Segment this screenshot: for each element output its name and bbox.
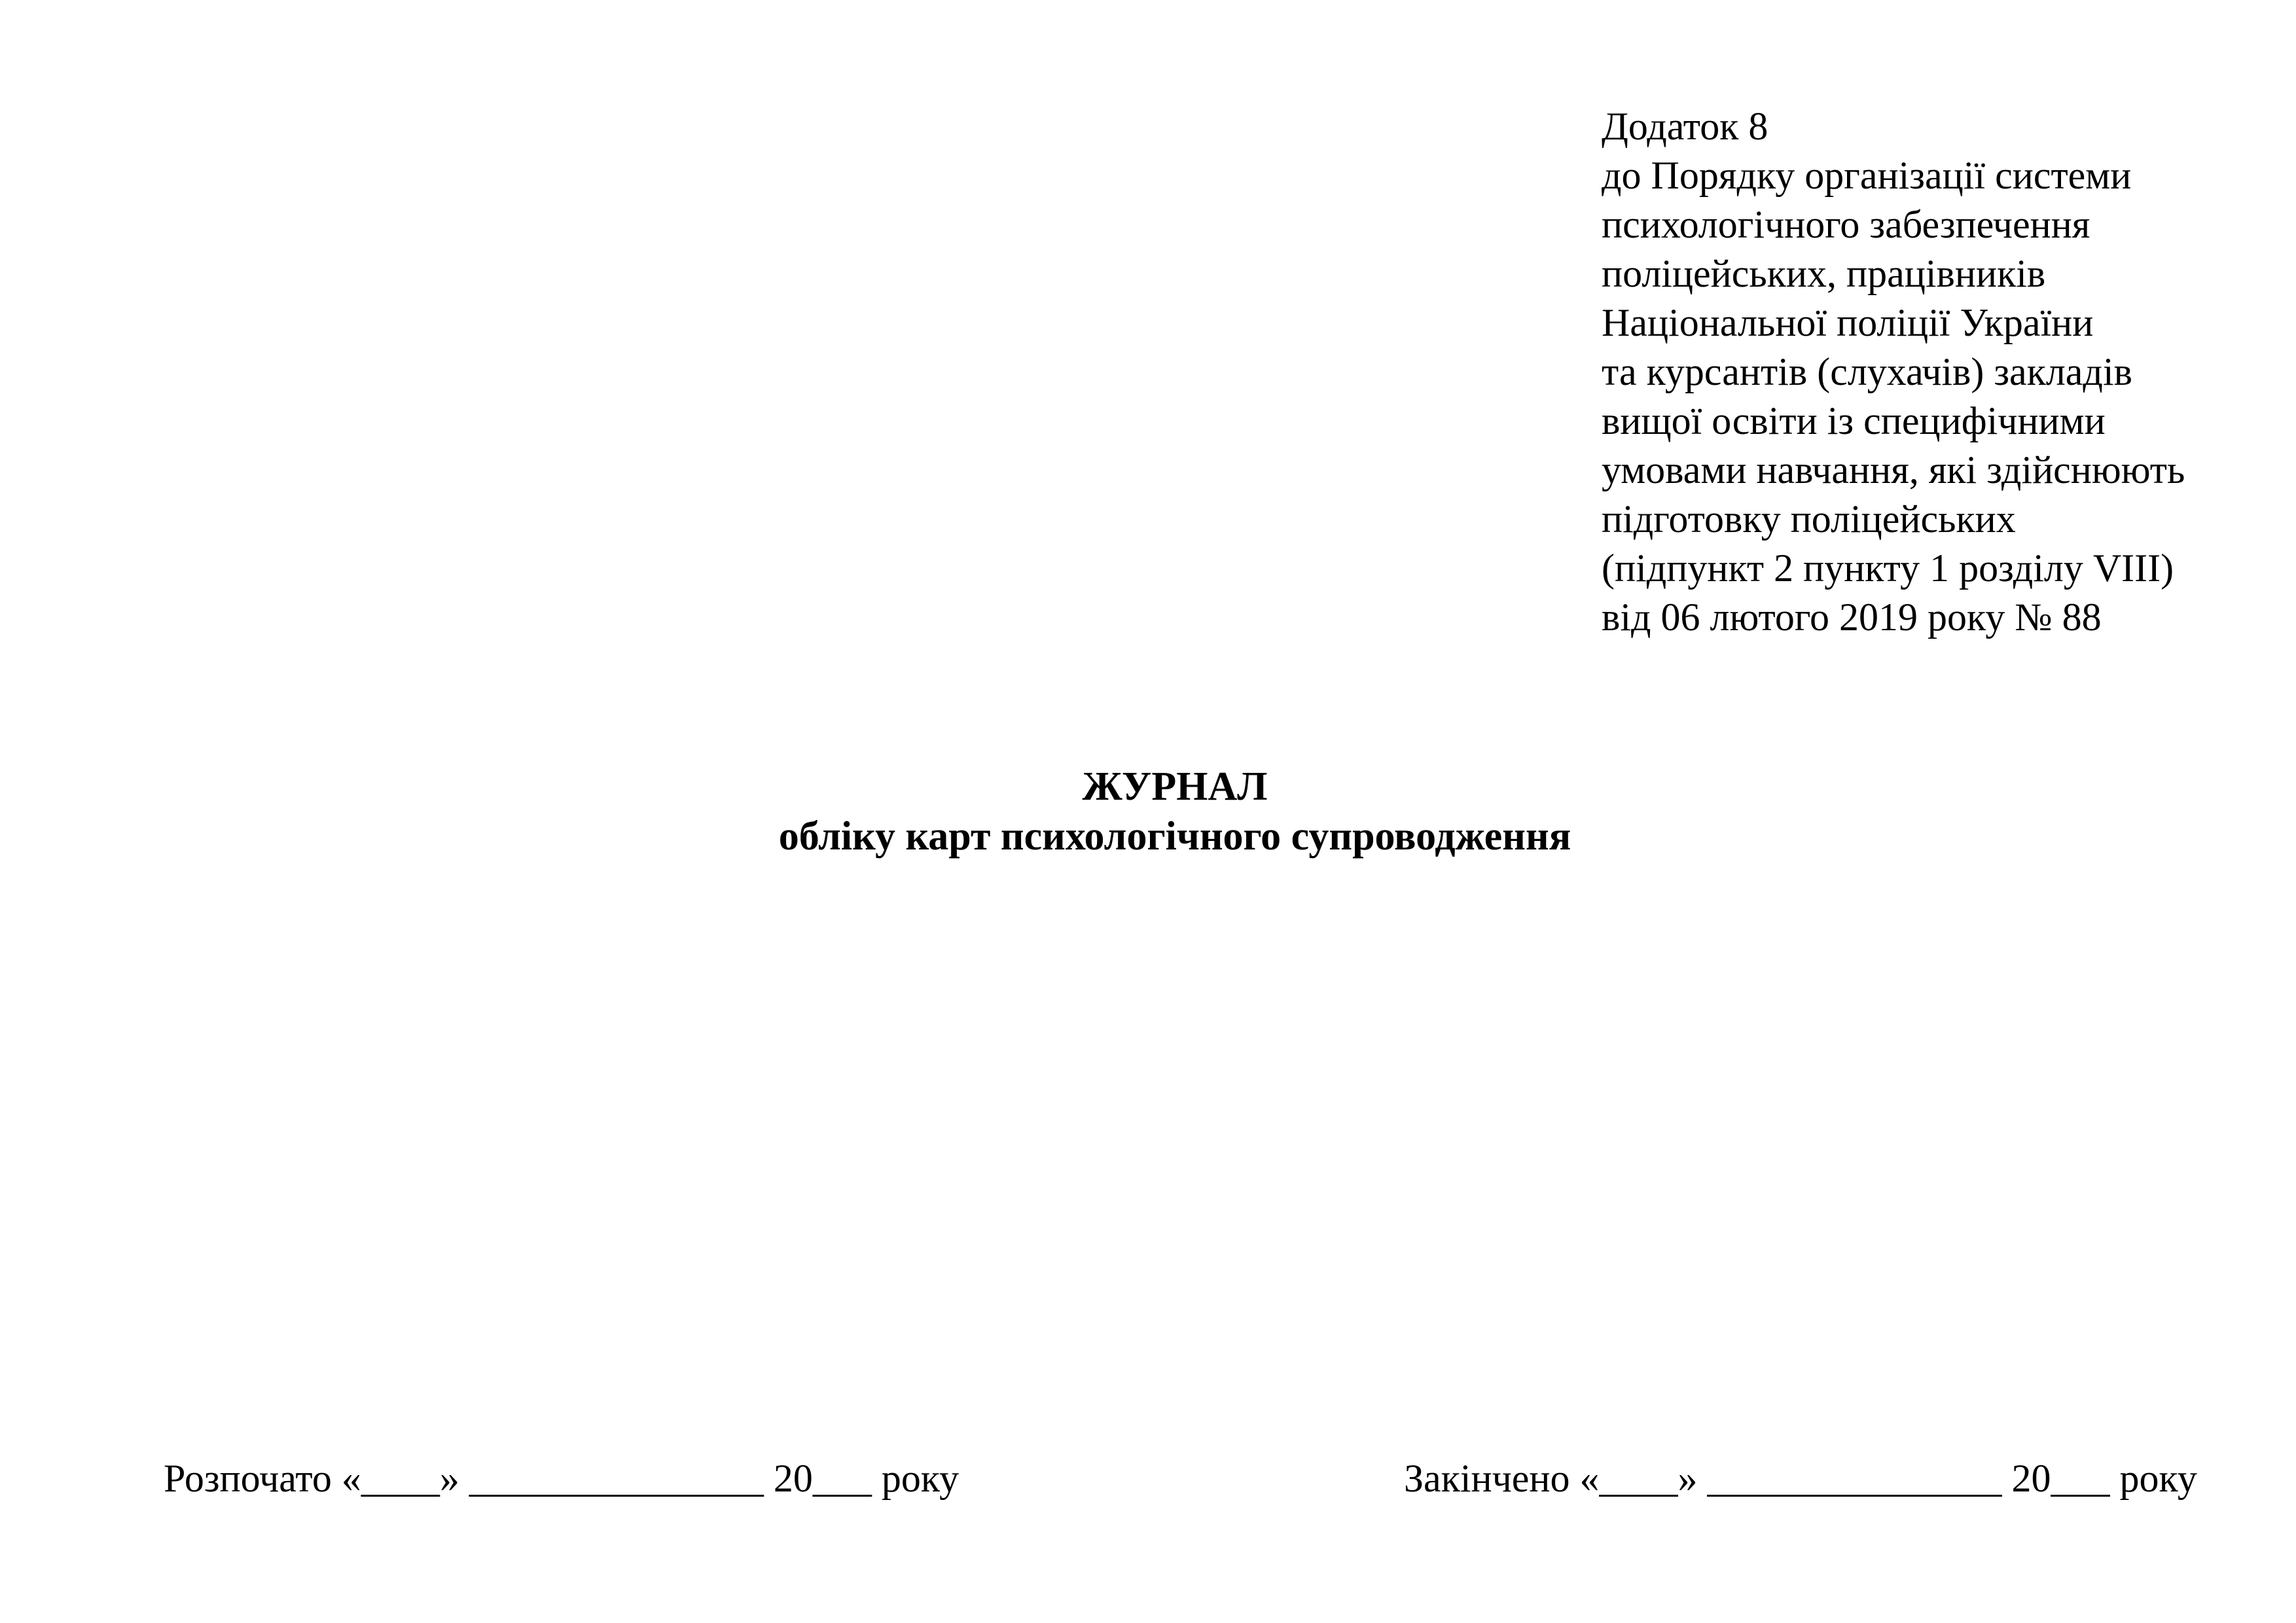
appendix-line: поліцейських, працівників: [1602, 252, 2046, 295]
document-title-main: ЖУРНАЛ: [1082, 764, 1268, 809]
document-title-subtitle: обліку карт психологічного супроводження: [778, 814, 1571, 859]
appendix-line: (підпункт 2 пункту 1 розділу VIII): [1602, 546, 2174, 590]
appendix-line: психологічного забезпечення: [1602, 203, 2090, 246]
appendix-line: та курсантів (слухачів) закладів: [1602, 350, 2132, 393]
finished-date-line: Закінчено «____» _______________ 20___ року: [1404, 1457, 2197, 1500]
document-title: [713, 762, 1636, 861]
appendix-line: умовами навчання, які здійснюють: [1602, 448, 2185, 491]
started-date-line: Розпочато «____» _______________ 20___ року: [164, 1457, 960, 1500]
appendix-line: від 06 лютого 2019 року № 88: [1602, 596, 2102, 639]
appendix-line: Додаток 8: [1602, 105, 1768, 148]
appendix-line: вищої освіти із специфічними: [1602, 399, 2106, 442]
appendix-line: Національної поліції України: [1602, 301, 2094, 344]
appendix-line: підготовку поліцейських: [1602, 497, 2016, 541]
appendix-reference-block: [1602, 102, 2185, 642]
appendix-line: до Порядку організації системи: [1602, 154, 2132, 197]
